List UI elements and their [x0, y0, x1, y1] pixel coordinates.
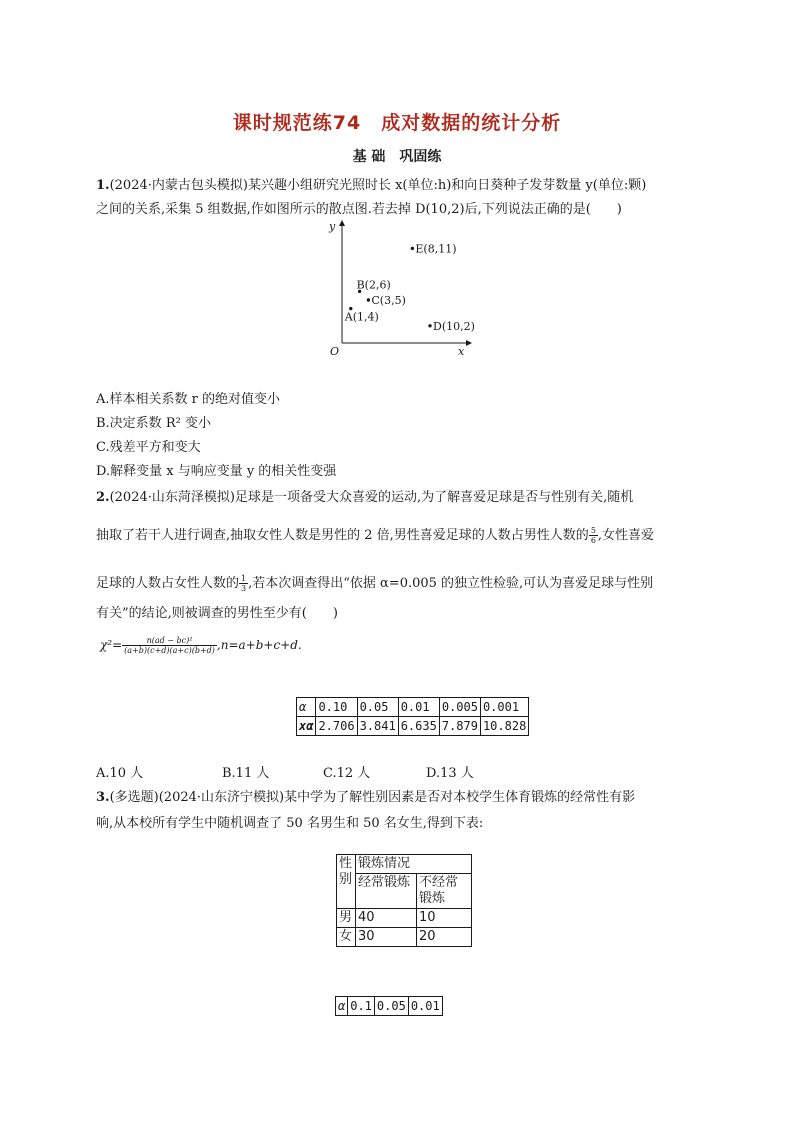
- table-row: 女 30 20: [337, 928, 472, 947]
- q2-line1: [96, 486, 633, 505]
- scatter-label-e: E(8,11): [415, 242, 457, 256]
- origin-label: O: [330, 345, 340, 358]
- q2-number: 2.: [96, 490, 110, 505]
- scatter-label-d: D(10,2): [433, 319, 475, 333]
- q2-line4: 有关”的结论,则被调查的男性至少有( ): [96, 606, 338, 621]
- q1-scatter-chart: [320, 218, 480, 358]
- q2-option-d: D.13 人: [426, 766, 474, 781]
- chi-square-formula: χ²= $\frac{\text{n(ad − bc)²}}{(a+b)(c+d)(a+c)(b+d)}$ ,n=a+b+c+d.: [100, 636, 302, 655]
- q1-option-b: B.决定系数 R² 变小: [96, 416, 211, 431]
- q1-line1: [96, 174, 646, 193]
- q2-text-2b: ,女性喜爱: [597, 528, 655, 543]
- q1-option-c: C.残差平方和变大: [96, 440, 201, 455]
- q3-number: 3.: [96, 790, 110, 805]
- table-group-header: 锻炼情况: [356, 855, 472, 874]
- scatter-label-a: A(1,4): [344, 310, 379, 324]
- q2-text-3a: 足球的人数占女性人数的: [96, 576, 240, 591]
- scatter-point-d: [428, 324, 431, 327]
- q2-line2: [96, 524, 654, 545]
- q2-option-c: C.12 人: [323, 766, 371, 781]
- q3-line2: 响,从本校所有学生中随机调查了 50 名男生和 50 名女生,得到下表:: [96, 816, 484, 831]
- table-row: 男 40 10: [337, 909, 472, 928]
- q2-fraction-1-3: $\frac{1}{3}$: [241, 574, 247, 593]
- q2-fraction-5-6: $\frac{5}{6}$: [590, 526, 596, 545]
- q2-text-2a: 抽取了若干人进行调查,抽取女性人数是男性的 2 倍,男性喜爱足球的人数占男性人数的: [96, 528, 589, 543]
- q2-option-a: A.10 人: [96, 766, 144, 781]
- q2-line3: [96, 572, 653, 593]
- q1-option-a: A.样本相关系数 r 的绝对值变小: [96, 392, 280, 407]
- q2-text-3b: ,若本次调查得出“依据 α=0.005 的独立性检验,可认为喜爱足球与性别: [248, 576, 654, 591]
- q3-contingency-table: [336, 854, 472, 947]
- x-alpha-row: xα 2.706 3.841 6.635 7.879 10.828: [297, 717, 529, 736]
- q1-line2: 之间的关系,采集 5 组数据,作如图所示的散点图.若去掉 D(10,2)后,下列说法正确的是( ): [96, 202, 622, 217]
- section-heading: 基 础 巩固练: [352, 149, 442, 165]
- scatter-label-b: B(2,6): [356, 278, 391, 292]
- scatter-label-c: C(3,5): [371, 294, 406, 307]
- alpha-row: α 0.10 0.05 0.01 0.005 0.001: [297, 698, 529, 717]
- table-corner-gender: 性别: [337, 855, 356, 909]
- q2-option-b: B.11 人: [222, 766, 270, 781]
- q2-critical-value-table: [296, 697, 529, 736]
- y-axis-label: y: [329, 220, 336, 233]
- q1-text-1: (2024·内蒙古包头模拟)某兴趣小组研究光照时长 x(单位:h)和向日葵种子发芽数量 y(单位:颗): [109, 178, 647, 193]
- x-axis-arrow: [466, 340, 472, 346]
- q3-line1: [96, 786, 635, 805]
- q1-option-d: D.解释变量 x 与响应变量 y 的相关性变强: [96, 464, 337, 479]
- scatter-point-e: [411, 247, 414, 250]
- col-regular-exercise: 经常锻炼: [356, 874, 417, 909]
- x-axis-label: x: [458, 345, 465, 358]
- q1-number: 1.: [96, 178, 110, 193]
- y-axis-arrow: [339, 220, 345, 226]
- page-title: 课时规范练74 成对数据的统计分析: [232, 112, 562, 134]
- scatter-point-c: [367, 298, 370, 301]
- q2-text-1: (2024·山东菏泽模拟)足球是一项备受大众喜爱的运动,为了解喜爱足球是否与性别有关,随机: [109, 490, 634, 505]
- q3-alpha-table: [335, 996, 443, 1016]
- q3-text-1: (多选题)(2024·山东济宁模拟)某中学为了解性别因素是否对本校学生体育锻炼的经常性有影: [109, 790, 636, 805]
- col-irregular-exercise: 不经常锻炼: [417, 874, 472, 909]
- alpha-row: α 0.1 0.05 0.01: [336, 997, 443, 1016]
